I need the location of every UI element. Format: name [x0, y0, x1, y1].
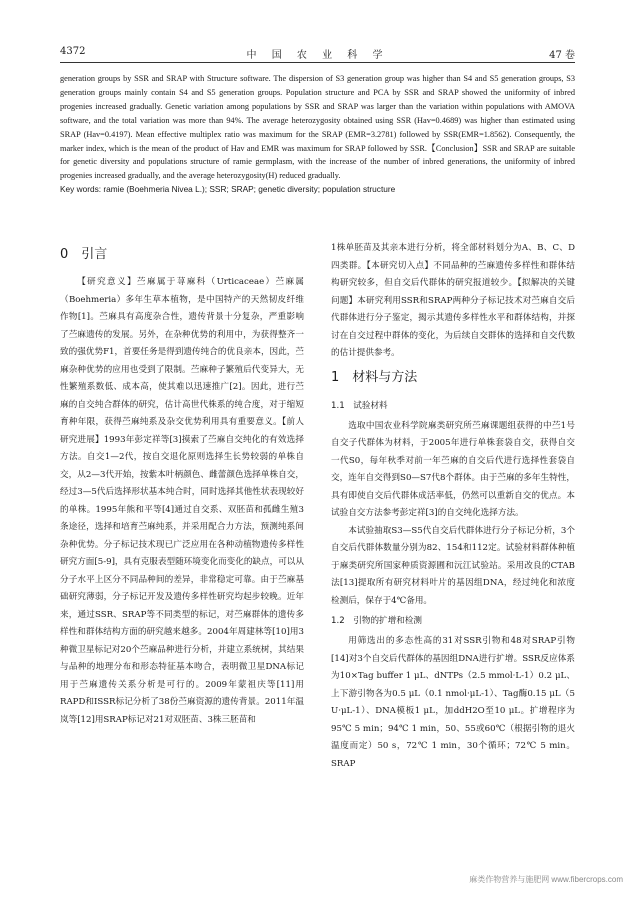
subsection-title-primers: 1.2 引物的扩增和检测 — [331, 616, 423, 626]
right-column — [331, 240, 575, 773]
intro-paragraph: 【研究意义】苎麻属于荨麻科（Urticaceae）苎麻属（Boehmeria）多年生草本植物，是中国特产的天然韧皮纤维作物[1]。苎麻具有高度杂合性，遗传背景十分复杂，严重影响了苎麻遗传的发展。另外，在杂种优势的利用中，为获得整齐一致的强优势F1，首要任务是得到遗传纯合的优良亲本，因此，苎麻杂种优势的应用也受到了限制。苎麻种子繁殖后代变异大，无性繁殖系数低、成本高，使其难以迅速推广[2]。因此，进行苎麻的自交纯合群体的研究，估计高世代株系的纯合度，对于缩短育种年限，获得苎麻纯系及杂交优势利用具有重要意义。【前人研究进展】1993年彭定祥等[3]摸索了苎麻自交纯化的有效选择方法。自交1—2代，按自交退化原则选择生长势较弱的单株自交，从2—3代开始，按紫本叶柄颜色、雌蕾颜色选择单株自交，经过3—5代后选择形状基本纯合时，同时选择其他性状表现较好的单株。1995年熊和平等[4]通过自交系、双胚苗和孤雌生殖3条途径，选择和培育苎麻纯系，并采用配合力方法，预测纯系间杂种优势。分子标记技术现已广泛应用在各种动植物遗传多样性研究方面[5-9]，具有克服表型随环境变化而变化的缺点，可以从分子水平上区分不同品种间的差异，非常稳定可靠。由于苎麻基础研究薄弱，分子标记开发及遗传多样性研究均起步较晚。近年来，通过SSR、SRAP等不同类型的标记，对苎麻群体的遗传多样性和群体结构方面的研究越来越多。2004年周建林等[10]用3种微卫星标记对20个苎麻品种进行分析，并建立系统树，其结果与品种的地理分布和形态特征基本吻合，表明微卫星DNA标记用于苎麻遗传关系分析是可行的。2009年蒙祖庆等[11]用RAPD和ISSR标记分析了38份苎麻资源的遗传背景。2011年温岚等[12]用SRAP标记对21对双胚苗、3株三胚苗和 — [60, 277, 304, 725]
header-rule — [60, 62, 575, 63]
section-title-introduction: 0 引言 — [60, 247, 108, 262]
running-header — [60, 46, 575, 60]
primers-paragraph: 用筛选出的多态性高的31对SSR引物和48对SRAP引物[14]对3个自交后代群体的基因组DNA进行扩增。SSR反应体系为10×Tag buffer 1 μL、dNTPs（2.5 mmol·L-1）0.2 μL、上下游引物各为0.5 μL（0.1 nmol·μL-1）、Tag酶0.15 μL（5 U·μL-1）、DNA模板1 μL，加ddH2O至10 μL。扩增程序为95℃ 5 min；94℃ 1 min，50、55或60℃（根据引物的退火温度而定）50 s，72℃ 1 min，30个循环；72℃ 5 min。SRAP — [331, 636, 575, 769]
journal-name: 中 国 农 业 科 学 — [246, 50, 389, 61]
section-title-methods: 1 材料与方法 — [331, 369, 418, 385]
english-abstract — [60, 72, 575, 197]
volume-number: 47 卷 — [549, 50, 575, 61]
intro-continuation: 1株单胚苗及其亲本进行分析，将全部材料划分为A、B、C、D四类群。【本研究切入点】不同品种的苎麻遗传多样性和群体结构研究较多，但自交后代群体的研究报道较少。【拟解决的关键问题】本研究利用SSR和SRAP两种分子标记技术对苎麻自交后代群体进行分子鉴定，揭示其遗传多样性水平和群体结构，并探讨在自交过程中群体的变化，为后续自交群体的选择和自交代数的估计提供参考。 — [331, 243, 575, 358]
left-column — [60, 240, 304, 729]
subsection-title-materials: 1.1 试验材料 — [331, 400, 388, 411]
watermark: 麻类作物营养与施肥网 www.fibercrops.com — [469, 875, 623, 884]
page-number: 4372 — [60, 46, 86, 57]
materials-paragraph-2: 本试验抽取S3—S5代自交后代群体进行分子标记分析，3个自交后代群体数量分别为82、154和112定。试验材料群体种植于麻类研究所国家种质资源圃和沅江试验站。采用改良的CTAB法[13]提取所有研究材料叶片的基因组DNA，经过纯化和浓度检测后，保存于4℃备用。 — [331, 525, 575, 606]
abstract-body: generation groups by SSR and SRAP with Structure software. The dispersion of S3 generation group was higher than S4 and S5 generation groups, S3 generation groups mainly contain S4 and S5 generation groups. Population structure and PCA by SSR and SRAP showed the uniformity of inbred progenies increased gradually. Genetic variation among populations by SSR and SRAP was larger than the variation within populations with AMOVA software, and the total variation was more than 94%. The average heterozygosity obtained using SSR (Hav=0.4689) was higher than estimated using SRAP (Hav=0.4197). Mean effective multiplex ratio was maximum for the SRAP (EMR=3.2781) followed by SSR(EMR=1.8562). Consequently, the marker index, which is the mean of the product of Hav and EMR was maximum for SRAP followed by SSR.【Conclusion】SSR and SRAP are suitable for genetic diversity and populations structure of ramie germplasm, with the increase of the number of inbred generations, the uniformity of inbred progenies increased gradually, and the average heterozygosity(H) reduced gradually. — [60, 74, 575, 181]
materials-paragraph-1: 选取中国农业科学院麻类研究所苎麻课题组获得的中苎1号自交子代群体为材料，于2005年进行单株套袋自交，获得自交一代S0，每年秋季对前一年苎麻的自交后代进行选择性套袋自交，连年自交得到S0—S7代8个群体。由于苎麻的多年生特性，具有即使自交后代群体成活率低，仍然可以重新自交的优点。本试验自交方法参考彭定祥[3]的自交纯化选择方法。 — [331, 420, 575, 518]
keywords: Key words: ramie (Boehmeria Nivea L.); SSR; SRAP; genetic diversity; population structure — [60, 184, 396, 195]
